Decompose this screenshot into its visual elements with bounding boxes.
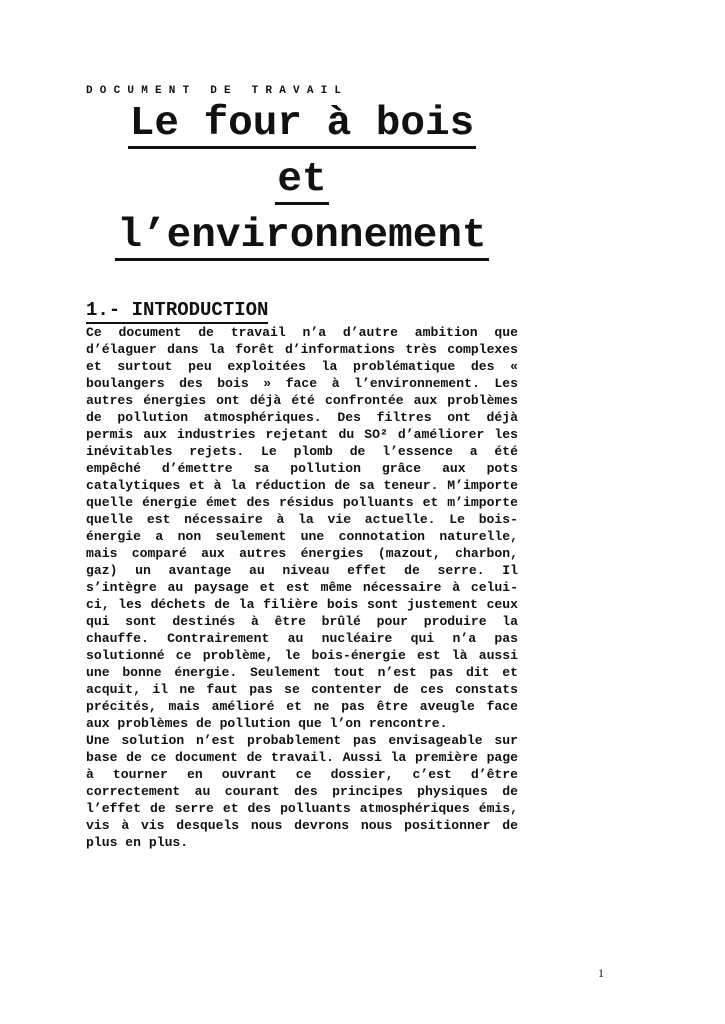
- paragraph-1: Ce document de travail n’a d’autre ambition que d’élaguer dans la forêt d’informations très complexes et surtout peu exploitées la problématique des « boulangers des bois » face à l’environnement. Les autres énergies ont déjà été confrontée aux problèmes de pollution atmosphériques. Des filtres ont déjà permis aux industries rejetant du SO² d’améliorer les inévitables rejets. Le plomb de l’essence a été empêché d’émettre sa pollution grâce aux pots catalytiques et à la réduction de sa teneur. M’importe quelle énergie émet des résidus polluants et m’importe quelle est nécessaire à la vie actuelle. Le bois-énergie a non seulement une connotation naturelle, mais comparé aux autres énergies (mazout, charbon, gaz) un avantage au niveau effet de serre. Il s’intègre au paysage et est même nécessaire à celui-ci, les déchets de la filière bois sont justement ceux qui sont destinés à être brûlé pour produire la chauffe. Contrairement au nucléaire qui n’a pas solutionné ce problème, le bois-énergie est là aussi une bonne énergie. Seulement tout n’est pas dit et acquit, il ne faut pas se contenter de ces constats précités, mais amélioré et ne pas être aveugle face aux problèmes de pollution que l’on rencontre.: [86, 325, 518, 731]
- page-number: 1: [598, 966, 604, 980]
- document-title: [86, 102, 518, 270]
- title-line-2: et: [277, 157, 327, 203]
- introduction-body: [86, 324, 518, 851]
- paragraph-2: Une solution n’est probablement pas envisageable sur base de ce document de travail. Aussi la première page à tourner en ouvrant ce dossier, c’est d’être correctement au courant des principes physiques de l’effet de serre et des polluants atmosphériques émis, vis à vis desquels nous devrons nous positionner de plus en plus.: [86, 733, 518, 850]
- document-label: DOCUMENT DE TRAVAIL: [86, 85, 349, 97]
- section-heading: 1.- INTRODUCTION: [86, 298, 268, 324]
- title-line-1: Le four à bois: [129, 101, 475, 147]
- title-line-3: l’environnement: [117, 213, 487, 259]
